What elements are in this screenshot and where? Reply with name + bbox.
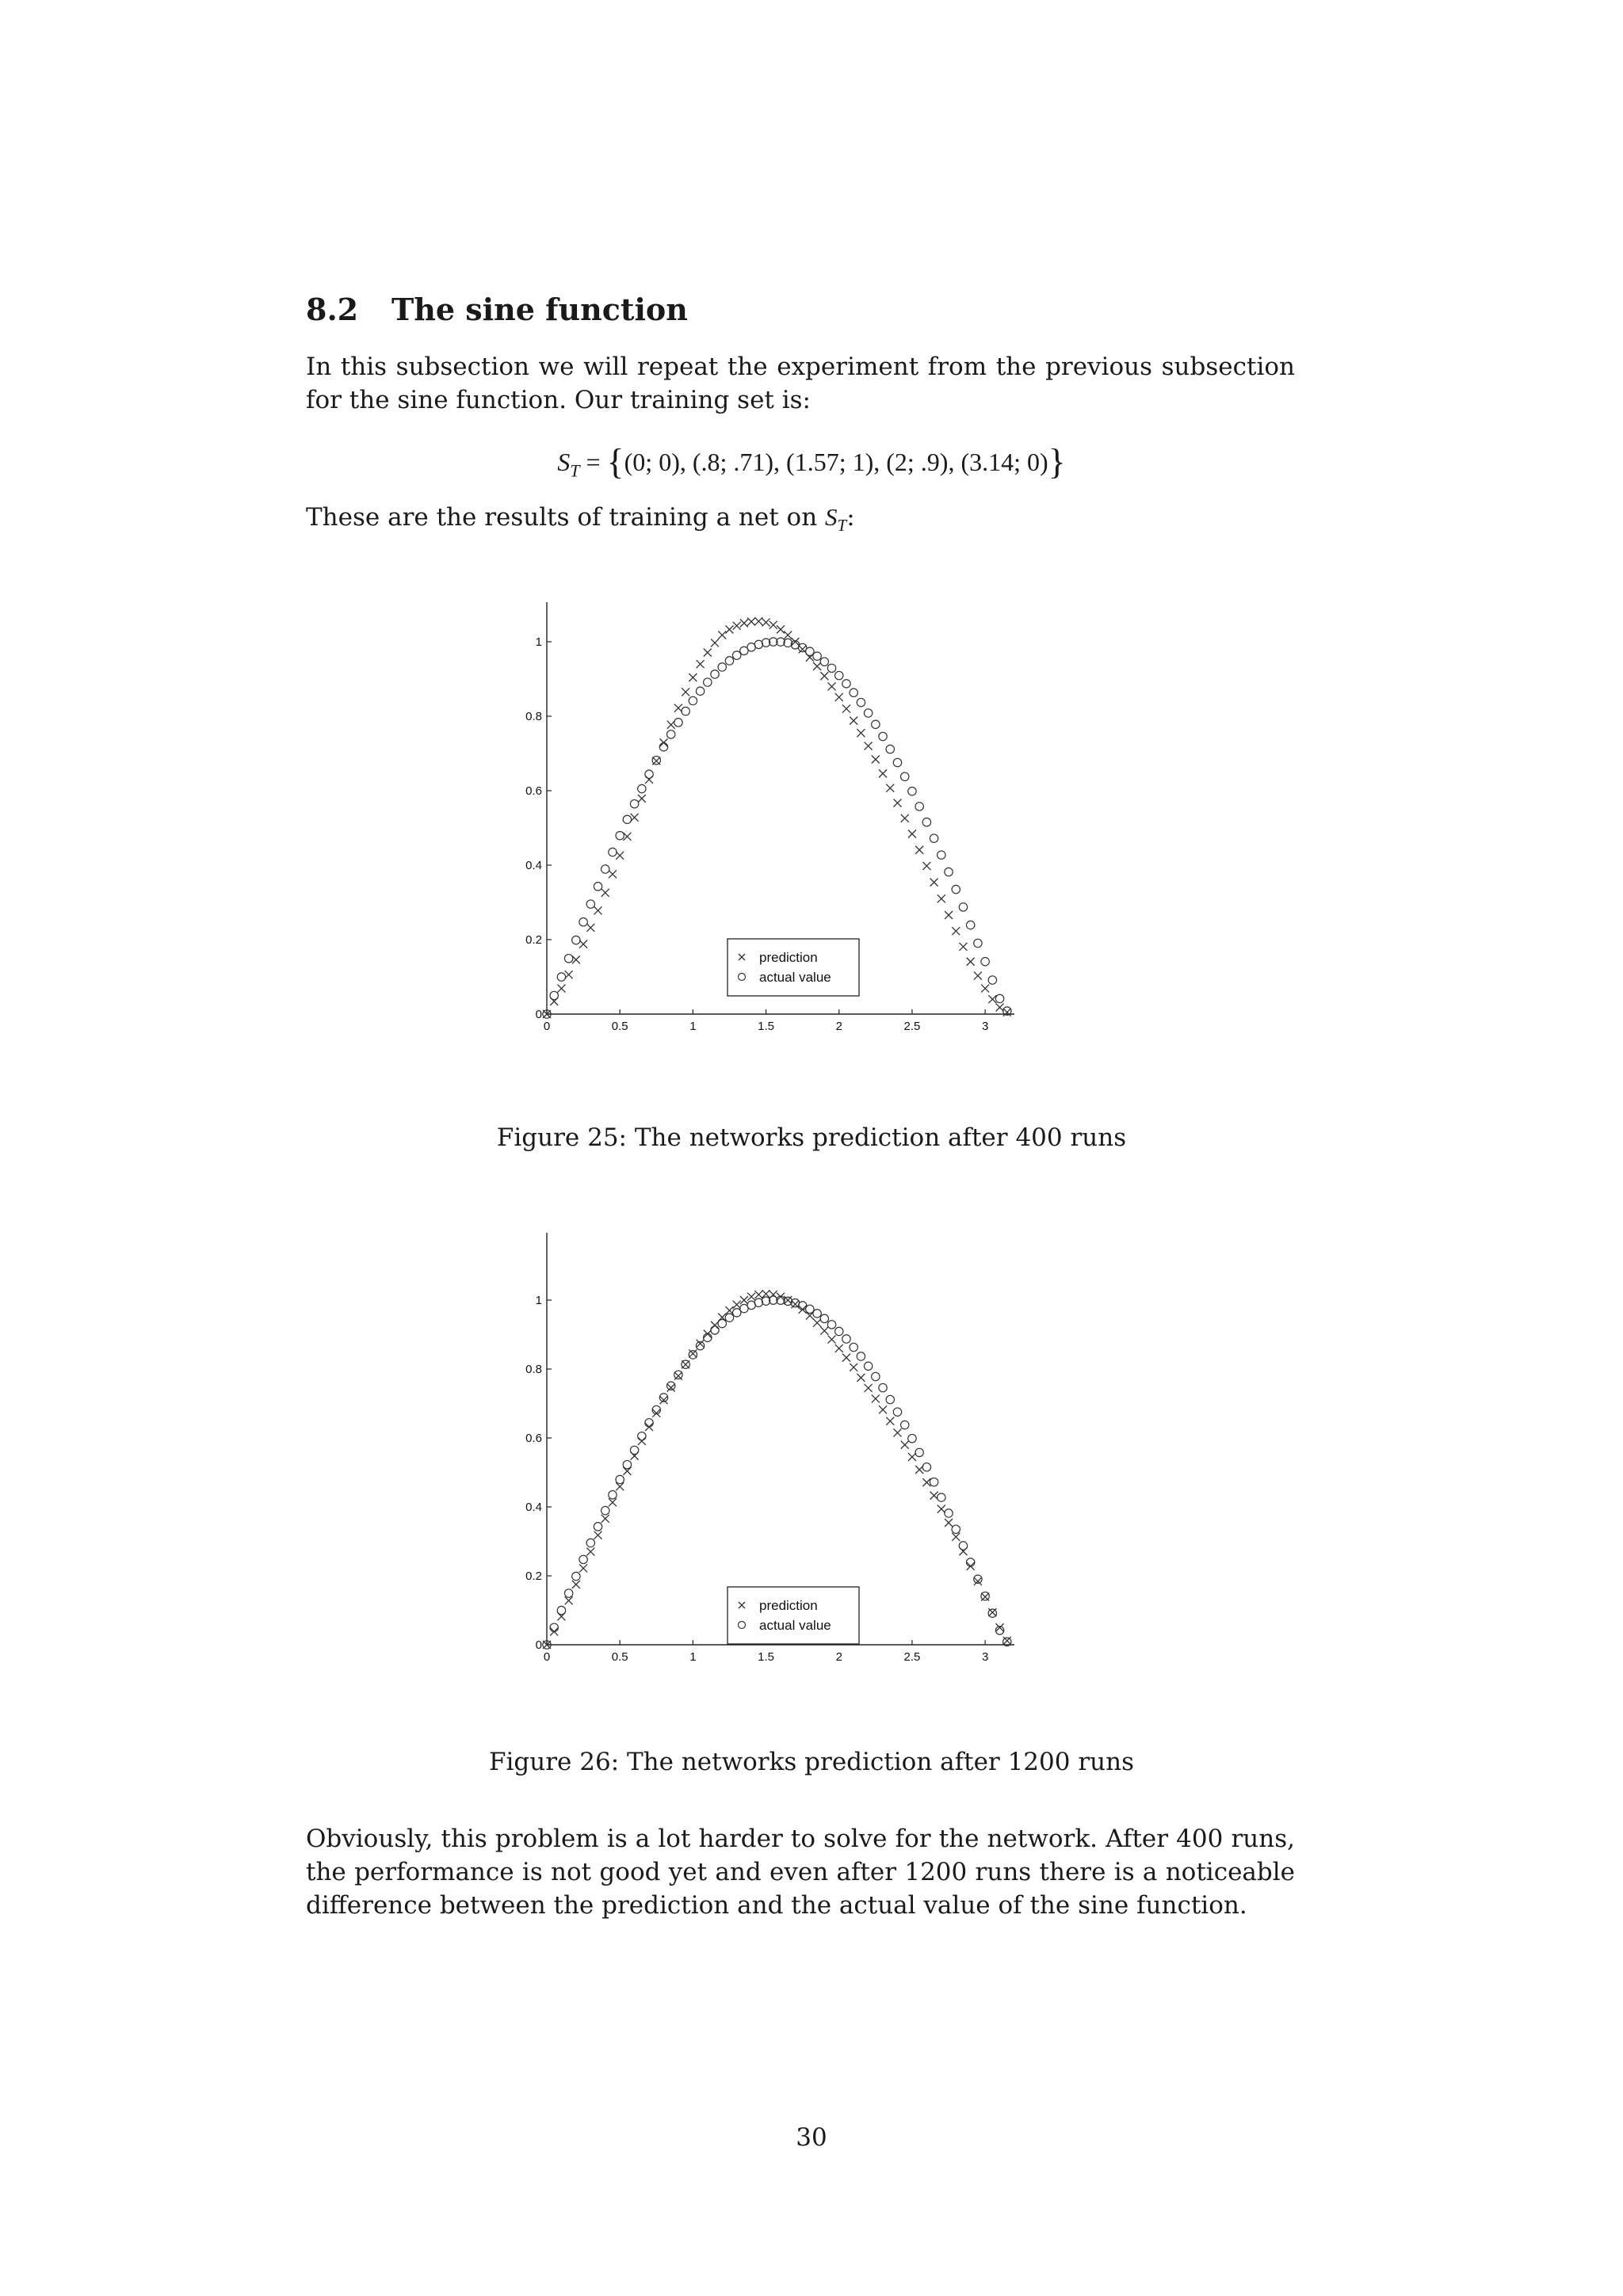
chart2-point-actual xyxy=(616,1475,624,1483)
intro-paragraph xyxy=(306,350,1295,417)
chart2-point-prediction xyxy=(813,1319,821,1327)
chart2-point-prediction xyxy=(952,1533,960,1541)
chart1-point-prediction xyxy=(879,769,887,777)
chart1-point-actual xyxy=(725,657,733,665)
chart1-point-actual xyxy=(659,743,667,751)
chart2-point-actual xyxy=(645,1419,653,1427)
section-heading xyxy=(306,292,688,327)
chart1-legend-label: actual value xyxy=(759,970,831,985)
chart2-point-prediction xyxy=(857,1374,865,1382)
figure-25-caption: Figure 25: The networks prediction after 400 runs xyxy=(496,1123,1127,1152)
chart1-point-prediction xyxy=(609,870,617,878)
chart1-x-tick-label: 0 xyxy=(543,1020,551,1033)
chart2-point-prediction xyxy=(850,1363,857,1371)
chart1-legend-box xyxy=(727,939,859,996)
chart2-point-prediction xyxy=(820,1327,828,1335)
chart2-y-tick-label: 0.8 xyxy=(525,1363,542,1376)
chart1-point-prediction xyxy=(586,924,594,932)
chart1-point-prediction xyxy=(842,705,850,713)
chart1-point-prediction xyxy=(784,631,792,639)
chart2-point-actual xyxy=(827,1321,835,1329)
chart1-y-tick-label: 0.2 xyxy=(525,933,542,947)
chart2-y-tick-label: 1 xyxy=(535,1294,542,1307)
chart1-point-actual xyxy=(645,770,653,778)
chart1-point-prediction xyxy=(835,693,843,701)
chart2-point-actual xyxy=(806,1305,814,1313)
chart2-x-tick-label: 3 xyxy=(981,1650,989,1664)
chart2-y-tick-label: 0.2 xyxy=(525,1569,542,1583)
chart2-point-actual xyxy=(938,1493,945,1501)
chart1-point-actual xyxy=(813,652,821,660)
chart1-point-actual xyxy=(864,709,872,717)
chart2-point-actual xyxy=(945,1509,953,1517)
chart2-point-actual xyxy=(835,1327,843,1335)
chart2-point-prediction xyxy=(711,1322,719,1329)
chart1-point-prediction xyxy=(886,784,894,792)
equation-lhs: $S_T$ xyxy=(557,448,580,481)
chart2-x-tick-label: 0 xyxy=(543,1650,551,1664)
chart2-point-prediction xyxy=(835,1344,843,1352)
chart2-point-prediction xyxy=(894,1428,902,1436)
chart2-point-actual xyxy=(704,1333,712,1341)
chart1-point-prediction xyxy=(557,985,565,993)
chart2-point-prediction xyxy=(872,1394,880,1402)
chart1-point-actual xyxy=(922,818,930,826)
chart1-point-prediction xyxy=(704,649,712,657)
chart1-point-actual xyxy=(872,720,880,728)
chart1-point-prediction xyxy=(777,625,785,633)
chart1-point-prediction xyxy=(601,889,609,897)
equation-body: (0; 0), (.8; .71), (1.57; 1), (2; .9), (3.14; 0) xyxy=(624,448,1048,476)
chart1-point-prediction xyxy=(820,672,828,680)
chart2-point-actual xyxy=(572,1572,580,1580)
chart2-point-prediction xyxy=(565,1596,573,1604)
chart1-x-tick-label: 0.5 xyxy=(611,1020,628,1033)
chart1-point-actual xyxy=(572,936,580,944)
chart1-legend xyxy=(727,939,859,996)
chart2-point-prediction xyxy=(945,1519,953,1527)
chart2-point-prediction xyxy=(733,1301,741,1309)
chart2-point-prediction xyxy=(747,1293,755,1301)
chart2-point-actual xyxy=(820,1314,828,1322)
chart1-point-prediction xyxy=(945,911,953,919)
chart2-point-actual xyxy=(930,1478,938,1486)
chart2-point-actual xyxy=(667,1382,675,1390)
chart2-point-actual xyxy=(732,1309,740,1317)
chart2-point-prediction xyxy=(601,1515,609,1523)
chart1-point-prediction xyxy=(718,631,726,639)
chart2-legend-label: actual value xyxy=(759,1618,831,1633)
chart2-point-actual xyxy=(850,1343,857,1351)
chart1-point-actual xyxy=(638,784,646,792)
chart1-point-actual xyxy=(609,848,617,856)
chart2-point-actual xyxy=(609,1491,617,1499)
chart2-point-actual xyxy=(872,1372,880,1380)
section-title: The sine function xyxy=(391,292,688,327)
chart1-point-actual xyxy=(623,815,631,823)
chart1-point-actual xyxy=(901,772,909,780)
training-set-equation xyxy=(0,437,1623,481)
chart1-x-tick-label: 3 xyxy=(981,1020,989,1033)
chart2-point-actual xyxy=(638,1432,646,1440)
chart1-point-actual xyxy=(879,732,887,740)
chart1-point-prediction xyxy=(930,879,938,887)
figure-25 xyxy=(0,586,1623,1046)
equation-equals: = xyxy=(586,448,601,476)
chart1-point-actual xyxy=(988,976,996,984)
chart2-point-prediction xyxy=(879,1405,887,1413)
chart2-y-tick-label: 0.4 xyxy=(525,1501,542,1514)
chart2-legend-box xyxy=(727,1587,859,1644)
chart1-point-actual xyxy=(667,730,675,738)
chart1-point-prediction xyxy=(740,620,748,627)
chart1-point-actual xyxy=(732,651,740,659)
chart1-point-actual xyxy=(908,788,916,795)
chart1-y-tick-label: 0.4 xyxy=(525,859,542,872)
chart2-point-actual xyxy=(601,1506,609,1514)
chart2-point-prediction xyxy=(594,1531,602,1539)
conclusion-text: Obviously, this problem is a lot harder to solve for the network. After 400 runs, the performance is not good yet and even after 1200 runs there is a noticeable difference between the prediction and the actual value of the sine function. xyxy=(306,1825,1295,1920)
chart1-point-prediction xyxy=(631,814,639,822)
chart1-point-actual xyxy=(557,973,565,981)
chart1-point-prediction xyxy=(697,660,705,668)
chart1-point-prediction xyxy=(762,619,770,627)
equation-open-brace: { xyxy=(606,441,624,482)
chart1-point-actual xyxy=(820,658,828,666)
chart1-y-tick-label: 0.8 xyxy=(525,710,542,723)
chart2-point-actual xyxy=(564,1589,572,1597)
chart2-point-actual xyxy=(813,1310,821,1318)
chart1-x-tick-label: 1 xyxy=(689,1020,697,1033)
results-line: These are the results of training a net on $S_T$: xyxy=(306,503,855,536)
chart2-point-actual xyxy=(711,1326,719,1334)
intro-text: In this subsection we will repeat the experiment from the previous subsection for the sine function. Our training set is: xyxy=(306,353,1295,414)
chart1-point-actual xyxy=(696,687,704,695)
chart2-point-prediction xyxy=(901,1441,909,1449)
chart2-point-actual xyxy=(550,1623,558,1631)
chart1-y-tick-label: 0.6 xyxy=(525,784,542,798)
chart1-point-actual xyxy=(959,903,967,911)
chart1-point-prediction xyxy=(857,729,865,737)
chart1-point-actual xyxy=(564,955,572,963)
chart1-point-actual xyxy=(704,678,712,686)
chart1-point-prediction xyxy=(689,673,697,681)
chart2-point-actual xyxy=(857,1352,865,1360)
conclusion-paragraph xyxy=(306,1822,1295,1922)
chart1-point-actual xyxy=(974,939,982,947)
chart2-point-actual xyxy=(842,1335,850,1343)
chart2-x-tick-label: 1.5 xyxy=(758,1650,774,1664)
figure-26-plot xyxy=(491,1217,1094,1669)
chart2-point-prediction xyxy=(638,1437,646,1445)
chart1-point-prediction xyxy=(725,625,733,633)
chart1-point-prediction xyxy=(967,958,975,966)
chart2-point-actual xyxy=(893,1408,901,1416)
chart1-x-tick-label: 1.5 xyxy=(758,1020,774,1033)
chart1-point-actual xyxy=(601,865,609,873)
chart2-point-actual xyxy=(718,1319,726,1327)
chart2-y-tick-label: 0 xyxy=(535,1638,542,1652)
section-number: 8.2 xyxy=(306,292,359,327)
chart2-x-tick-label: 0.5 xyxy=(611,1650,628,1664)
chart2-point-prediction xyxy=(572,1581,580,1589)
chart2-point-actual xyxy=(901,1421,909,1428)
chart2-point-prediction xyxy=(842,1354,850,1362)
chart1-point-actual xyxy=(850,688,857,696)
chart1-point-actual xyxy=(827,664,835,672)
chart2-x-tick-label: 1 xyxy=(689,1650,697,1664)
chart1-point-actual xyxy=(616,831,624,839)
chart1-y-tick-label: 0 xyxy=(535,1008,542,1021)
chart2-point-prediction xyxy=(974,1577,982,1585)
chart1-point-prediction xyxy=(959,943,967,951)
chart2-point-actual xyxy=(623,1460,631,1468)
chart2-point-actual xyxy=(922,1463,930,1471)
chart2-y-tick-label: 0.6 xyxy=(525,1432,542,1445)
chart1-point-actual xyxy=(886,745,894,753)
chart1-point-prediction xyxy=(813,662,821,670)
chart1-point-prediction xyxy=(733,622,741,630)
results-symbol: $S_T$ xyxy=(825,503,847,536)
figure-26 xyxy=(0,1217,1623,1676)
chart1-point-prediction xyxy=(865,742,873,750)
chart1-point-prediction xyxy=(981,985,989,993)
chart1-point-prediction xyxy=(638,795,646,803)
chart2-point-prediction xyxy=(886,1417,894,1425)
figure-25-plot xyxy=(491,586,1094,1038)
chart1-point-actual xyxy=(579,918,587,926)
chart2-point-prediction xyxy=(828,1336,836,1344)
chart1-point-actual xyxy=(594,883,601,891)
chart2-point-prediction xyxy=(579,1564,587,1572)
chart1-point-prediction xyxy=(952,927,960,935)
chart1-point-actual xyxy=(630,799,638,807)
chart2-point-actual xyxy=(886,1395,894,1403)
chart2-point-prediction xyxy=(697,1340,705,1348)
chart1-point-prediction xyxy=(938,894,945,902)
chart1-point-actual xyxy=(835,671,843,679)
chart1-x-tick-label: 2 xyxy=(835,1020,842,1033)
chart2-point-prediction xyxy=(938,1505,945,1513)
chart2-point-actual xyxy=(630,1446,638,1454)
chart2-point-actual xyxy=(988,1609,996,1617)
chart2-point-actual xyxy=(594,1523,601,1531)
chart1-point-actual xyxy=(915,803,923,810)
chart2-point-actual xyxy=(966,1558,974,1566)
chart1-point-prediction xyxy=(754,617,762,625)
chart1-point-actual xyxy=(893,758,901,766)
page-number: 30 xyxy=(796,2123,827,2152)
chart2-point-actual xyxy=(725,1314,733,1322)
chart2-x-tick-label: 2 xyxy=(835,1650,842,1664)
chart1-point-prediction xyxy=(922,862,930,870)
chart1-point-actual xyxy=(952,885,960,893)
chart2-point-actual xyxy=(959,1542,967,1550)
chart2-point-actual xyxy=(689,1351,697,1359)
chart1-point-prediction xyxy=(901,814,909,822)
chart1-point-actual xyxy=(981,957,989,965)
chart2-legend-label: prediction xyxy=(759,1598,818,1613)
chart1-point-actual xyxy=(842,680,850,688)
chart1-point-prediction xyxy=(974,972,982,980)
chart2-point-actual xyxy=(864,1362,872,1370)
chart1-legend-label: prediction xyxy=(759,950,818,965)
chart2-point-prediction xyxy=(754,1291,762,1299)
chart1-point-actual xyxy=(718,663,726,671)
chart1-point-prediction xyxy=(850,717,857,725)
chart1-x-tick-label: 2.5 xyxy=(903,1020,921,1033)
chart2-point-prediction xyxy=(609,1498,617,1506)
chart2-point-prediction xyxy=(667,1383,675,1391)
chart1-point-actual xyxy=(938,851,945,859)
chart2-point-prediction xyxy=(930,1492,938,1500)
chart1-point-prediction xyxy=(594,906,602,914)
chart1-point-prediction xyxy=(711,639,719,646)
chart1-point-actual xyxy=(930,834,938,842)
chart1-point-actual xyxy=(995,994,1003,1002)
chart2-point-actual xyxy=(908,1434,916,1442)
chart2-point-prediction xyxy=(586,1548,594,1556)
chart1-point-actual xyxy=(966,921,974,929)
chart1-point-prediction xyxy=(572,955,580,963)
chart2-point-actual xyxy=(557,1606,565,1614)
chart2-point-actual xyxy=(915,1448,923,1456)
chart1-point-actual xyxy=(711,670,719,678)
chart1-point-prediction xyxy=(747,618,755,626)
chart1-point-actual xyxy=(586,900,594,908)
equation-close-brace: } xyxy=(1048,441,1066,482)
chart1-y-tick-label: 1 xyxy=(535,635,542,649)
chart1-point-prediction xyxy=(623,833,631,841)
chart1-point-actual xyxy=(857,698,865,706)
chart2-point-actual xyxy=(579,1555,587,1563)
chart1-point-actual xyxy=(689,696,697,704)
chart2-point-prediction xyxy=(908,1453,916,1461)
chart1-point-prediction xyxy=(908,830,916,838)
chart1-point-prediction xyxy=(915,846,923,854)
chart1-point-actual xyxy=(682,707,689,715)
chart2-legend xyxy=(727,1587,859,1644)
chart2-point-actual xyxy=(879,1383,887,1391)
chart2-point-prediction xyxy=(740,1296,748,1304)
chart1-point-prediction xyxy=(579,940,587,948)
chart1-point-prediction xyxy=(682,688,689,696)
chart1-point-prediction xyxy=(894,799,902,807)
chart2-point-actual xyxy=(586,1539,594,1547)
figure-26-caption: Figure 26: The networks prediction after 1200 runs xyxy=(489,1748,1134,1776)
chart1-point-actual xyxy=(674,719,682,727)
chart2-point-prediction xyxy=(865,1384,873,1392)
chart1-point-prediction xyxy=(769,621,777,629)
chart1-point-actual xyxy=(945,868,953,875)
chart2-point-actual xyxy=(952,1525,960,1533)
chart2-x-tick-label: 2.5 xyxy=(903,1650,921,1664)
chart1-point-prediction xyxy=(828,682,836,690)
chart1-point-prediction xyxy=(872,756,880,764)
chart1-point-prediction xyxy=(996,1004,1004,1012)
chart1-point-actual xyxy=(806,647,814,655)
chart2-point-actual xyxy=(674,1371,682,1379)
chart1-point-actual xyxy=(550,991,558,999)
